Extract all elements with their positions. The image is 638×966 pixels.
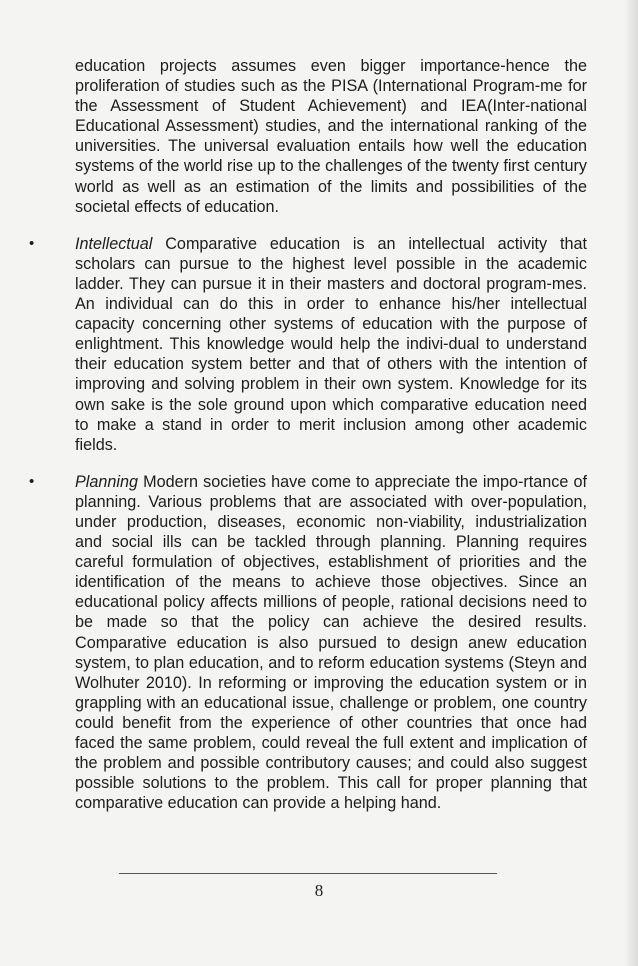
bullet-term: Planning <box>75 472 139 491</box>
bullet-term: Intellectual <box>75 234 153 253</box>
page-number: 8 <box>314 881 324 900</box>
bullet-paragraph <box>75 234 587 455</box>
footer-rule <box>119 873 497 874</box>
bullet-text: Modern societies have come to appreciate the impo-rtance of planning. Various problems that are associated with over-population, under production, diseases, economic non-viability, industrialization and social ills can be tackled through planning. Planning requires careful formulation of objectives, establishment of priorities and the identification of the means to achieve those objectives. Since an educational policy affects millions of people, rational decisions need to be made so that the policy can achieve the desired results. Comparative education is also pursued to design anew education system, to plan education, and to reform education systems (Steyn and Wolhuter 2010). In reforming or improving the education system or in grappling with an educational issue, challenge or problem, one country could benefit from the experience of other countries that once had faced the same problem, could reveal the full extent and implication of the problem and possible contributory causes; and could also suggest possible solutions to the problem. This call for proper planning that comparative education can provide a helping hand. <box>75 472 587 813</box>
page-body <box>29 56 587 813</box>
bullet-marker: • <box>29 234 35 252</box>
intro-paragraph: education projects assumes even bigger importance-hence the proliferation of studies such as the PISA (International Program-me for the Assessment of Student Achievement) and IEA(Inter-national Educational Assessment) studies, and the international ranking of the universities. The universal evaluation entails how well the education systems of the world rise up to the challenges of the twenty first century world as well as an estimation of the limits and possibilities of the societal effects of education. <box>75 57 587 216</box>
bullet-paragraph <box>75 472 587 814</box>
bullet-item-intellectual <box>29 234 587 455</box>
bullet-text: Comparative education is an intellectual activity that scholars can pursue to the highest level possible in the academic ladder. They can pursue it in their masters and doctoral program-mes. An individual can do this in order to enhance his/her intellectual capacity concerning other systems of education with the purpose of enlightment. This knowledge would help the indivi-dual to understand their education system better and that of others with the intention of improving and solving problem in their own system. Knowledge for its own sake is the sole ground upon which comparative education need to make a stand in order to merit inclusion among other academic fields. <box>75 234 587 454</box>
bullet-item-planning <box>29 472 587 814</box>
bullet-marker: • <box>29 472 35 490</box>
page-edge-shadow <box>624 0 638 966</box>
